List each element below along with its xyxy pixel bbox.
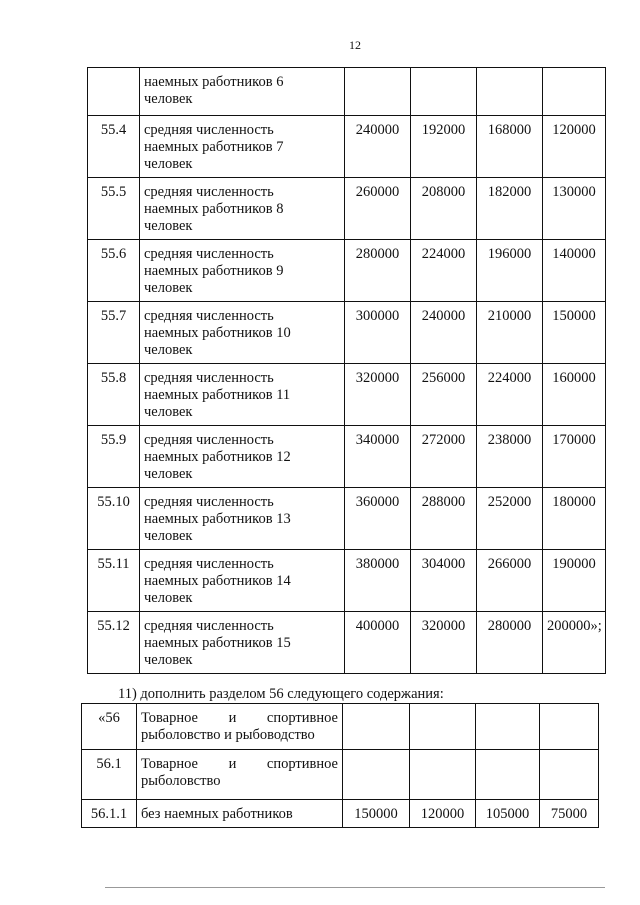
row-number: 55.4 bbox=[88, 116, 140, 178]
value-cell-v4: 130000 bbox=[543, 178, 606, 240]
value-cell-v2: 224000 bbox=[411, 240, 477, 302]
row-number: 55.8 bbox=[88, 364, 140, 426]
row-number: 55.6 bbox=[88, 240, 140, 302]
description-line: средняя численность bbox=[144, 618, 274, 634]
row-number: 55.11 bbox=[88, 550, 140, 612]
table-row bbox=[82, 704, 599, 750]
value-cell-v4: 180000 bbox=[543, 488, 606, 550]
description-line: наемных работников 9 bbox=[144, 263, 284, 279]
value-cell-v4: 170000 bbox=[543, 426, 606, 488]
value-cell-v3 bbox=[476, 704, 540, 750]
description-line: средняя численность bbox=[144, 122, 274, 138]
value-cell-v3: 252000 bbox=[477, 488, 543, 550]
value-cell-v1: 380000 bbox=[345, 550, 411, 612]
description-line: человек bbox=[144, 156, 193, 172]
row-description bbox=[140, 488, 345, 550]
value-cell-v3: 182000 bbox=[477, 178, 543, 240]
description-line bbox=[141, 806, 338, 823]
description-line: наемных работников 13 bbox=[144, 511, 291, 527]
value-cell-v3 bbox=[477, 68, 543, 116]
description-line: наемных работников 11 bbox=[144, 387, 291, 403]
row-description bbox=[140, 240, 345, 302]
table-row bbox=[88, 550, 606, 612]
value-cell-v1: 360000 bbox=[345, 488, 411, 550]
description-line: наемных работников 14 bbox=[144, 573, 291, 589]
value-cell-v1: 300000 bbox=[345, 302, 411, 364]
description-line: человек bbox=[144, 528, 193, 544]
tariff-table-section-55 bbox=[87, 67, 606, 674]
row-description bbox=[140, 116, 345, 178]
row-description bbox=[137, 704, 343, 750]
row-description bbox=[140, 426, 345, 488]
value-cell-v4: 75000 bbox=[540, 800, 599, 828]
row-number: 55.9 bbox=[88, 426, 140, 488]
value-cell-v1: 320000 bbox=[345, 364, 411, 426]
value-cell-v4: 160000 bbox=[543, 364, 606, 426]
table-row bbox=[88, 488, 606, 550]
description-line: человек bbox=[144, 91, 193, 107]
value-cell-v2 bbox=[410, 704, 476, 750]
table-row bbox=[88, 426, 606, 488]
description-line: наемных работников 12 bbox=[144, 449, 291, 465]
value-cell-v2: 272000 bbox=[411, 426, 477, 488]
table-row bbox=[88, 364, 606, 426]
row-number: 55.7 bbox=[88, 302, 140, 364]
value-cell-v1: 400000 bbox=[345, 612, 411, 674]
row-description bbox=[137, 800, 343, 828]
value-cell-v1: 280000 bbox=[345, 240, 411, 302]
value-cell-v2: 288000 bbox=[411, 488, 477, 550]
value-cell-v4: 200000»; bbox=[543, 612, 606, 674]
value-cell-v4: 190000 bbox=[543, 550, 606, 612]
value-cell-v1: 340000 bbox=[345, 426, 411, 488]
table-row bbox=[82, 800, 599, 828]
description-line: человек bbox=[144, 218, 193, 234]
description-word: Товарное bbox=[141, 756, 198, 772]
value-cell-v2: 240000 bbox=[411, 302, 477, 364]
value-cell-v4: 140000 bbox=[543, 240, 606, 302]
description-line: человек bbox=[144, 652, 193, 668]
description-line: наемных работников 6 bbox=[144, 74, 284, 90]
row-number: 55.5 bbox=[88, 178, 140, 240]
description-line: средняя численность bbox=[144, 246, 274, 262]
description-word: Товарное bbox=[141, 710, 198, 726]
value-cell-v3: 280000 bbox=[477, 612, 543, 674]
value-cell-v3: 105000 bbox=[476, 800, 540, 828]
row-number bbox=[88, 68, 140, 116]
value-cell-v2: 192000 bbox=[411, 116, 477, 178]
table-row bbox=[82, 750, 599, 800]
description-word: и bbox=[228, 710, 237, 726]
description-word: и bbox=[228, 756, 237, 772]
description-line: наемных работников 8 bbox=[144, 201, 284, 217]
description-line: наемных работников 7 bbox=[144, 139, 284, 155]
value-cell-v1 bbox=[343, 750, 410, 800]
row-number: 56.1.1 bbox=[82, 800, 137, 828]
value-cell-v2 bbox=[411, 68, 477, 116]
row-description bbox=[140, 550, 345, 612]
page-bottom-rule bbox=[105, 887, 605, 888]
value-cell-v1: 260000 bbox=[345, 178, 411, 240]
value-cell-v1: 150000 bbox=[343, 800, 410, 828]
row-number: 56.1 bbox=[82, 750, 137, 800]
table-row bbox=[88, 178, 606, 240]
table-row bbox=[88, 612, 606, 674]
description-line: средняя численность bbox=[144, 494, 274, 510]
value-cell-v4 bbox=[540, 704, 599, 750]
value-cell-v3: 168000 bbox=[477, 116, 543, 178]
value-cell-v2: 208000 bbox=[411, 178, 477, 240]
row-description bbox=[140, 364, 345, 426]
value-cell-v3: 196000 bbox=[477, 240, 543, 302]
row-number: 55.10 bbox=[88, 488, 140, 550]
description-line: человек bbox=[144, 466, 193, 482]
value-cell-v2: 120000 bbox=[410, 800, 476, 828]
description-line: человек bbox=[144, 590, 193, 606]
row-number: «56 bbox=[82, 704, 137, 750]
description-word: без наемных работников bbox=[141, 806, 293, 822]
value-cell-v3: 266000 bbox=[477, 550, 543, 612]
description-line: наемных работников 10 bbox=[144, 325, 291, 341]
row-description bbox=[140, 68, 345, 116]
row-description bbox=[140, 178, 345, 240]
value-cell-v1 bbox=[345, 68, 411, 116]
table-row bbox=[88, 68, 606, 116]
row-description bbox=[137, 750, 343, 800]
section-56-intro: 11) дополнить разделом 56 следующего содержания: bbox=[118, 686, 444, 702]
description-line: средняя численность bbox=[144, 556, 274, 572]
value-cell-v4 bbox=[540, 750, 599, 800]
value-cell-v1: 240000 bbox=[345, 116, 411, 178]
value-cell-v3 bbox=[476, 750, 540, 800]
value-cell-v4: 120000 bbox=[543, 116, 606, 178]
row-number: 55.12 bbox=[88, 612, 140, 674]
description-line: средняя численность bbox=[144, 370, 274, 386]
value-cell-v3: 224000 bbox=[477, 364, 543, 426]
description-line bbox=[141, 756, 338, 773]
row-description bbox=[140, 612, 345, 674]
description-word: спортивное bbox=[266, 710, 338, 726]
description-line bbox=[141, 710, 338, 727]
value-cell-v2: 304000 bbox=[411, 550, 477, 612]
description-line: средняя численность bbox=[144, 308, 274, 324]
value-cell-v3: 210000 bbox=[477, 302, 543, 364]
description-line: средняя численность bbox=[144, 432, 274, 448]
description-line: человек bbox=[144, 404, 193, 420]
value-cell-v4: 150000 bbox=[543, 302, 606, 364]
description-word: спортивное bbox=[266, 756, 338, 772]
description-line: средняя численность bbox=[144, 184, 274, 200]
table-row bbox=[88, 116, 606, 178]
value-cell-v2: 256000 bbox=[411, 364, 477, 426]
value-cell-v2: 320000 bbox=[411, 612, 477, 674]
description-line: человек bbox=[144, 280, 193, 296]
value-cell-v2 bbox=[410, 750, 476, 800]
value-cell-v1 bbox=[343, 704, 410, 750]
page-number: 12 bbox=[349, 38, 361, 52]
description-line: рыболовство bbox=[141, 773, 221, 789]
description-line: наемных работников 15 bbox=[144, 635, 291, 651]
row-description bbox=[140, 302, 345, 364]
value-cell-v4 bbox=[543, 68, 606, 116]
table-row bbox=[88, 240, 606, 302]
tariff-table-section-56 bbox=[81, 703, 599, 828]
description-line: рыболовство и рыбоводство bbox=[141, 727, 315, 743]
table-row bbox=[88, 302, 606, 364]
value-cell-v3: 238000 bbox=[477, 426, 543, 488]
description-line: человек bbox=[144, 342, 193, 358]
